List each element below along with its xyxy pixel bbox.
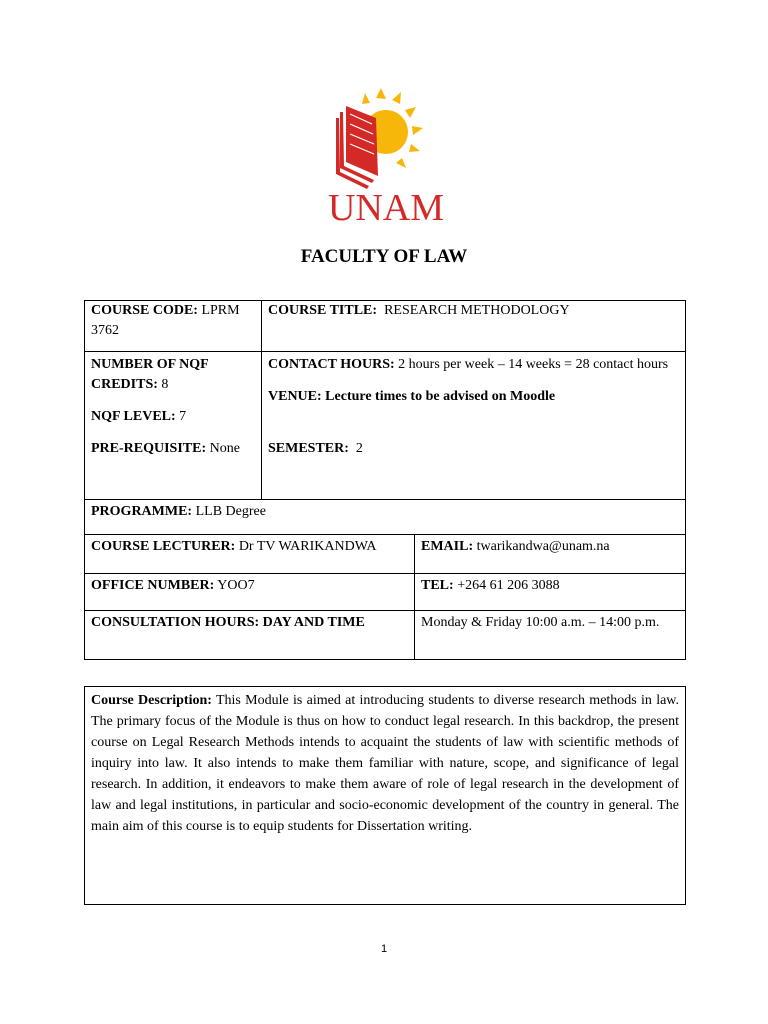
course-description-label: Course Description:	[91, 693, 212, 708]
consultation-value: Monday & Friday 10:00 a.m. – 14:00 p.m.	[421, 615, 660, 630]
semester-label: SEMESTER:	[268, 441, 349, 456]
contact-cell	[262, 352, 686, 500]
course-description-text: This Module is aimed at introducing students to diverse research methods in law. The primary focus of the Module is thus on how to conduct legal research. In this backdrop, the present course on Legal Research Methods intends to acquaint the students of law with scientific methods of inquiry into law. It also intends to make them familiar with nature, scope, and significance of legal research. In addition, it endeavors to make them aware of role of legal research in the development of law and legal institutions, in particular and socio-economic development of the country in general. The main aim of this course is to equip students for Dissertation writing.	[91, 693, 680, 834]
venue-value: Lecture times to be advised on Moodle	[325, 389, 556, 404]
tel-label: TEL:	[421, 578, 454, 593]
faculty-title: FACULTY OF LAW	[300, 246, 468, 267]
course-title-value: RESEARCH METHODOLOGY	[384, 303, 570, 318]
office-label: OFFICE NUMBER:	[91, 578, 215, 593]
page-number: 1	[380, 943, 388, 955]
course-info-table	[84, 300, 686, 660]
contact-hours-value: 2 hours per week – 14 weeks = 28 contact hours	[398, 357, 669, 372]
table-row	[85, 301, 686, 352]
nqf-level-label: NQF LEVEL:	[91, 409, 176, 424]
office-cell	[85, 574, 415, 611]
contact-hours-label: CONTACT HOURS:	[268, 357, 395, 372]
lecturer-label: COURSE LECTURER:	[91, 539, 236, 554]
lecturer-value: Dr TV WARIKANDWA	[238, 539, 377, 554]
logo-text: UNAM	[327, 187, 445, 228]
email-value: twarikandwa@unam.na	[476, 539, 610, 554]
prereq-value: None	[209, 441, 240, 456]
course-title-cell	[262, 301, 686, 352]
table-row	[85, 500, 686, 535]
course-title-label: COURSE TITLE:	[268, 303, 378, 318]
lecturer-cell	[85, 535, 415, 574]
course-code-value: LPRM 3762	[91, 303, 240, 338]
table-row	[85, 352, 686, 500]
programme-label: PROGRAMME:	[91, 504, 193, 519]
consultation-cell	[85, 611, 415, 660]
consultation-value-cell	[415, 611, 686, 660]
tel-value: +264 61 206 3088	[457, 578, 560, 593]
table-row	[85, 611, 686, 660]
office-value: YOO7	[217, 578, 255, 593]
course-code-label: COURSE CODE:	[91, 303, 198, 318]
tel-cell	[415, 574, 686, 611]
credits-value: 8	[161, 377, 169, 392]
consultation-label: CONSULTATION HOURS: DAY AND TIME	[91, 615, 365, 630]
programme-value: LLB Degree	[195, 504, 266, 519]
table-row	[85, 535, 686, 574]
programme-cell	[85, 500, 686, 535]
email-cell	[415, 535, 686, 574]
unam-logo	[306, 88, 466, 228]
email-label: EMAIL:	[421, 539, 474, 554]
unam-logo-graphic	[306, 88, 466, 228]
venue-label: VENUE:	[268, 389, 322, 404]
course-code-cell	[85, 301, 262, 352]
credits-cell	[85, 352, 262, 500]
nqf-level-value: 7	[179, 409, 187, 424]
table-row	[85, 574, 686, 611]
semester-value: 2	[355, 441, 363, 456]
prereq-label: PRE-REQUISITE:	[91, 441, 207, 456]
course-description-box	[84, 686, 686, 905]
credits-label: NUMBER OF NQF CREDITS:	[91, 357, 209, 392]
